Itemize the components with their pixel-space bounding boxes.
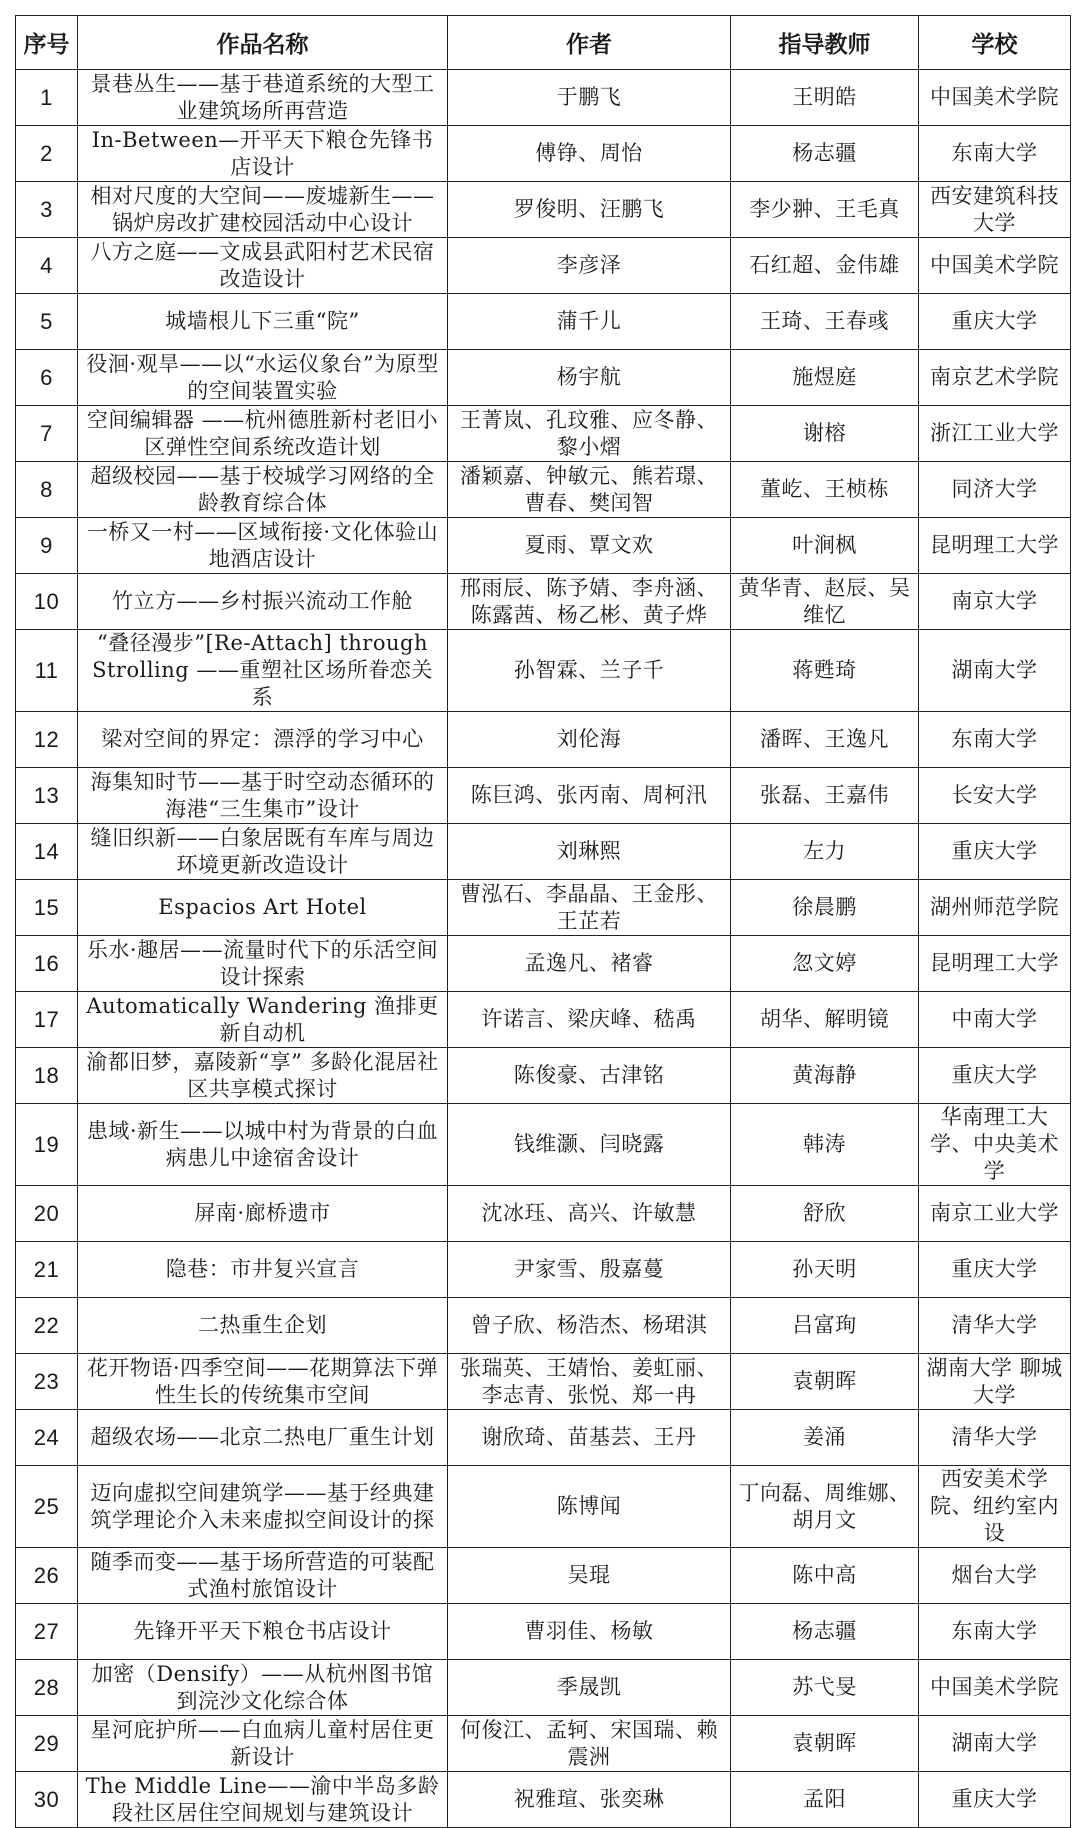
cell-advisors: 陈中高: [731, 1548, 919, 1604]
cell-title: 一桥又一村——区域衔接·文化体验山地酒店设计: [78, 518, 448, 574]
cell-title: 患域·新生——以城中村为背景的白血病患儿中途宿舍设计: [78, 1104, 448, 1186]
cell-title: 超级校园——基于校城学习网络的全龄教育综合体: [78, 462, 448, 518]
table-row: [16, 880, 1071, 936]
cell-school: 重庆大学: [919, 1772, 1071, 1828]
cell-title: 乐水·趣居——流量时代下的乐活空间设计探索: [78, 936, 448, 992]
cell-school: 中国美术学院: [919, 70, 1071, 126]
header-title: 作品名称: [78, 16, 448, 70]
cell-number: 13: [16, 768, 78, 824]
cell-number: 22: [16, 1298, 78, 1354]
cell-number: 27: [16, 1604, 78, 1660]
cell-advisors: 姜涌: [731, 1410, 919, 1466]
cell-authors: 吴琨: [448, 1548, 731, 1604]
table-row: [16, 1660, 1071, 1716]
cell-title: 空间编辑器 ——杭州德胜新村老旧小区弹性空间系统改造计划: [78, 406, 448, 462]
table-row: [16, 294, 1071, 350]
table-row: [16, 1048, 1071, 1104]
cell-authors: 王菁岚、孔玟雅、应冬静、黎小熠: [448, 406, 731, 462]
cell-school: 烟台大学: [919, 1548, 1071, 1604]
cell-advisors: 舒欣: [731, 1186, 919, 1242]
table-row: [16, 1104, 1071, 1186]
cell-title: Automatically Wandering 渔排更新自动机: [78, 992, 448, 1048]
cell-title: 二热重生企划: [78, 1298, 448, 1354]
cell-title: 缝旧织新——白象居既有车库与周边环境更新改造设计: [78, 824, 448, 880]
cell-advisors: 王明皓: [731, 70, 919, 126]
cell-school: 湖南大学: [919, 1716, 1071, 1772]
table-row: [16, 70, 1071, 126]
table-row: [16, 1604, 1071, 1660]
cell-advisors: 谢榕: [731, 406, 919, 462]
cell-authors: 曾子欣、杨浩杰、杨珺淇: [448, 1298, 731, 1354]
cell-advisors: 孙天明: [731, 1242, 919, 1298]
cell-authors: 于鹏飞: [448, 70, 731, 126]
cell-advisors: 苏弋旻: [731, 1660, 919, 1716]
table-body: [16, 70, 1071, 1828]
cell-school: 湖南大学: [919, 630, 1071, 712]
cell-title: 梁对空间的界定：漂浮的学习中心: [78, 712, 448, 768]
cell-authors: 曹泓石、李晶晶、王金彤、王芷若: [448, 880, 731, 936]
cell-authors: 邢雨辰、陈予婧、李舟涵、陈露茜、杨乙彬、黄子烨: [448, 574, 731, 630]
cell-title: 竹立方——乡村振兴流动工作舱: [78, 574, 448, 630]
cell-number: 6: [16, 350, 78, 406]
table-row: [16, 1410, 1071, 1466]
table-row: [16, 712, 1071, 768]
cell-number: 21: [16, 1242, 78, 1298]
cell-number: 14: [16, 824, 78, 880]
cell-advisors: 杨志疆: [731, 1604, 919, 1660]
cell-authors: 刘琳熙: [448, 824, 731, 880]
cell-authors: 张瑞英、王婧怡、姜虹丽、李志青、张悦、郑一冉: [448, 1354, 731, 1410]
cell-number: 8: [16, 462, 78, 518]
cell-school: 中南大学: [919, 992, 1071, 1048]
cell-number: 19: [16, 1104, 78, 1186]
cell-title: 超级农场——北京二热电厂重生计划: [78, 1410, 448, 1466]
cell-authors: 孙智霖、兰子千: [448, 630, 731, 712]
cell-number: 16: [16, 936, 78, 992]
cell-title: 随季而变——基于场所营造的可装配式渔村旅馆设计: [78, 1548, 448, 1604]
cell-school: 东南大学: [919, 126, 1071, 182]
cell-number: 18: [16, 1048, 78, 1104]
cell-school: 清华大学: [919, 1298, 1071, 1354]
table-row: [16, 182, 1071, 238]
cell-school: 湖州师范学院: [919, 880, 1071, 936]
cell-title: 星河庇护所——白血病儿童村居住更新设计: [78, 1716, 448, 1772]
table-row: [16, 1354, 1071, 1410]
cell-number: 29: [16, 1716, 78, 1772]
cell-title: 相对尺度的大空间——废墟新生——锅炉房改扩建校园活动中心设计: [78, 182, 448, 238]
award-table: [15, 15, 1071, 1828]
cell-school: 同济大学: [919, 462, 1071, 518]
cell-authors: 傅铮、周怡: [448, 126, 731, 182]
cell-advisors: 蒋甦琦: [731, 630, 919, 712]
cell-school: 南京艺术学院: [919, 350, 1071, 406]
cell-advisors: 李少翀、王毛真: [731, 182, 919, 238]
cell-title: 海集知时节——基于时空动态循环的海港“三生集市”设计: [78, 768, 448, 824]
cell-advisors: 董屹、王桢栋: [731, 462, 919, 518]
cell-advisors: 徐晨鹏: [731, 880, 919, 936]
cell-authors: 尹家雪、殷嘉蔓: [448, 1242, 731, 1298]
cell-title: 役洄·观旱——以“水运仪象台”为原型的空间装置实验: [78, 350, 448, 406]
cell-number: 28: [16, 1660, 78, 1716]
table-row: [16, 1548, 1071, 1604]
cell-authors: 谢欣琦、苗基芸、王丹: [448, 1410, 731, 1466]
cell-authors: 许诺言、梁庆峰、嵇禹: [448, 992, 731, 1048]
header-school: 学校: [919, 16, 1071, 70]
cell-school: 东南大学: [919, 712, 1071, 768]
cell-authors: 季晟凯: [448, 1660, 731, 1716]
cell-school: 南京工业大学: [919, 1186, 1071, 1242]
cell-authors: 何俊江、孟轲、宋国瑞、赖震洲: [448, 1716, 731, 1772]
cell-title: Espacios Art Hotel: [78, 880, 448, 936]
cell-number: 11: [16, 630, 78, 712]
table-row: [16, 1186, 1071, 1242]
cell-title: 城墙根儿下三重“院”: [78, 294, 448, 350]
cell-advisors: 吕富珣: [731, 1298, 919, 1354]
cell-school: 重庆大学: [919, 1048, 1071, 1104]
cell-title: 屏南·廊桥遗市: [78, 1186, 448, 1242]
cell-title: 加密（Densify）——从杭州图书馆到浣沙文化综合体: [78, 1660, 448, 1716]
cell-title: 花开物语·四季空间——花期算法下弹性生长的传统集市空间: [78, 1354, 448, 1410]
table-row: [16, 992, 1071, 1048]
cell-number: 24: [16, 1410, 78, 1466]
header-authors: 作者: [448, 16, 731, 70]
cell-school: 清华大学: [919, 1410, 1071, 1466]
cell-authors: 罗俊明、汪鹏飞: [448, 182, 731, 238]
cell-advisors: 潘晖、王逸凡: [731, 712, 919, 768]
cell-authors: 杨宇航: [448, 350, 731, 406]
cell-authors: 李彦泽: [448, 238, 731, 294]
cell-advisors: 张磊、王嘉伟: [731, 768, 919, 824]
cell-school: 昆明理工大学: [919, 936, 1071, 992]
cell-title: 渝都旧梦，嘉陵新“享” 多龄化混居社区共享模式探讨: [78, 1048, 448, 1104]
table-row: [16, 768, 1071, 824]
cell-advisors: 黄华青、赵辰、吴维忆: [731, 574, 919, 630]
cell-number: 20: [16, 1186, 78, 1242]
cell-authors: 陈俊豪、古津铭: [448, 1048, 731, 1104]
cell-school: 湖南大学 聊城大学: [919, 1354, 1071, 1410]
cell-number: 9: [16, 518, 78, 574]
cell-school: 西安美术学院、纽约室内设: [919, 1466, 1071, 1548]
cell-advisors: 施煜庭: [731, 350, 919, 406]
cell-authors: 夏雨、覃文欢: [448, 518, 731, 574]
cell-number: 26: [16, 1548, 78, 1604]
cell-school: 西安建筑科技大学: [919, 182, 1071, 238]
cell-advisors: 孟阳: [731, 1772, 919, 1828]
cell-school: 重庆大学: [919, 824, 1071, 880]
cell-advisors: 胡华、解明镜: [731, 992, 919, 1048]
table-row: [16, 1466, 1071, 1548]
cell-advisors: 韩涛: [731, 1104, 919, 1186]
cell-authors: 蒲千儿: [448, 294, 731, 350]
cell-advisors: 杨志疆: [731, 126, 919, 182]
cell-number: 5: [16, 294, 78, 350]
cell-authors: 沈冰珏、高兴、许敏慧: [448, 1186, 731, 1242]
cell-school: 南京大学: [919, 574, 1071, 630]
cell-school: 昆明理工大学: [919, 518, 1071, 574]
cell-authors: 祝雅瑄、张奕琳: [448, 1772, 731, 1828]
table-row: [16, 824, 1071, 880]
cell-school: 重庆大学: [919, 294, 1071, 350]
cell-title: “叠径漫步”[Re-Attach] through Strolling ——重塑社区场所眷恋关系: [78, 630, 448, 712]
cell-advisors: 左力: [731, 824, 919, 880]
cell-authors: 钱维灏、闫晓露: [448, 1104, 731, 1186]
cell-title: The Middle Line——渝中半岛多龄段社区居住空间规划与建筑设计: [78, 1772, 448, 1828]
cell-title: 迈向虚拟空间建筑学——基于经典建筑学理论介入未来虚拟空间设计的探: [78, 1466, 448, 1548]
table-row: [16, 350, 1071, 406]
table-row: [16, 518, 1071, 574]
table-row: [16, 574, 1071, 630]
cell-advisors: 王琦、王春彧: [731, 294, 919, 350]
cell-number: 17: [16, 992, 78, 1048]
cell-advisors: 叶涧枫: [731, 518, 919, 574]
cell-school: 中国美术学院: [919, 238, 1071, 294]
cell-authors: 孟逸凡、褚睿: [448, 936, 731, 992]
cell-number: 23: [16, 1354, 78, 1410]
header-number: 序号: [16, 16, 78, 70]
cell-school: 中国美术学院: [919, 1660, 1071, 1716]
cell-advisors: 忽文婷: [731, 936, 919, 992]
table-row: [16, 1298, 1071, 1354]
cell-title: 景巷丛生——基于巷道系统的大型工业建筑场所再营造: [78, 70, 448, 126]
cell-title: 八方之庭——文成县武阳村艺术民宿改造设计: [78, 238, 448, 294]
cell-number: 12: [16, 712, 78, 768]
table-row: [16, 238, 1071, 294]
header-advisors: 指导教师: [731, 16, 919, 70]
table-row: [16, 126, 1071, 182]
cell-advisors: 袁朝晖: [731, 1716, 919, 1772]
cell-authors: 陈巨鸿、张丙南、周柯汛: [448, 768, 731, 824]
cell-number: 10: [16, 574, 78, 630]
cell-advisors: 石红超、金伟雄: [731, 238, 919, 294]
cell-school: 浙江工业大学: [919, 406, 1071, 462]
cell-advisors: 袁朝晖: [731, 1354, 919, 1410]
cell-school: 长安大学: [919, 768, 1071, 824]
cell-authors: 陈博闻: [448, 1466, 731, 1548]
cell-number: 2: [16, 126, 78, 182]
cell-authors: 刘伦海: [448, 712, 731, 768]
cell-advisors: 丁向磊、周维娜、胡月文: [731, 1466, 919, 1548]
cell-number: 4: [16, 238, 78, 294]
cell-school: 重庆大学: [919, 1242, 1071, 1298]
table-row: [16, 1772, 1071, 1828]
table-header: [16, 16, 1071, 70]
cell-number: 25: [16, 1466, 78, 1548]
cell-number: 1: [16, 70, 78, 126]
cell-advisors: 黄海静: [731, 1048, 919, 1104]
table-row: [16, 1242, 1071, 1298]
cell-title: In-Between—开平天下粮仓先锋书店设计: [78, 126, 448, 182]
table-row: [16, 630, 1071, 712]
cell-number: 7: [16, 406, 78, 462]
cell-title: 先锋开平天下粮仓书店设计: [78, 1604, 448, 1660]
cell-authors: 潘颖嘉、钟敏元、熊若璟、曹春、樊闰智: [448, 462, 731, 518]
table-row: [16, 936, 1071, 992]
table-row: [16, 406, 1071, 462]
table-row: [16, 462, 1071, 518]
cell-number: 15: [16, 880, 78, 936]
header-row: [16, 16, 1071, 70]
cell-authors: 曹羽佳、杨敏: [448, 1604, 731, 1660]
cell-school: 东南大学: [919, 1604, 1071, 1660]
cell-number: 3: [16, 182, 78, 238]
cell-school: 华南理工大学、中央美术学: [919, 1104, 1071, 1186]
cell-title: 隐巷：市井复兴宣言: [78, 1242, 448, 1298]
table-row: [16, 1716, 1071, 1772]
cell-number: 30: [16, 1772, 78, 1828]
